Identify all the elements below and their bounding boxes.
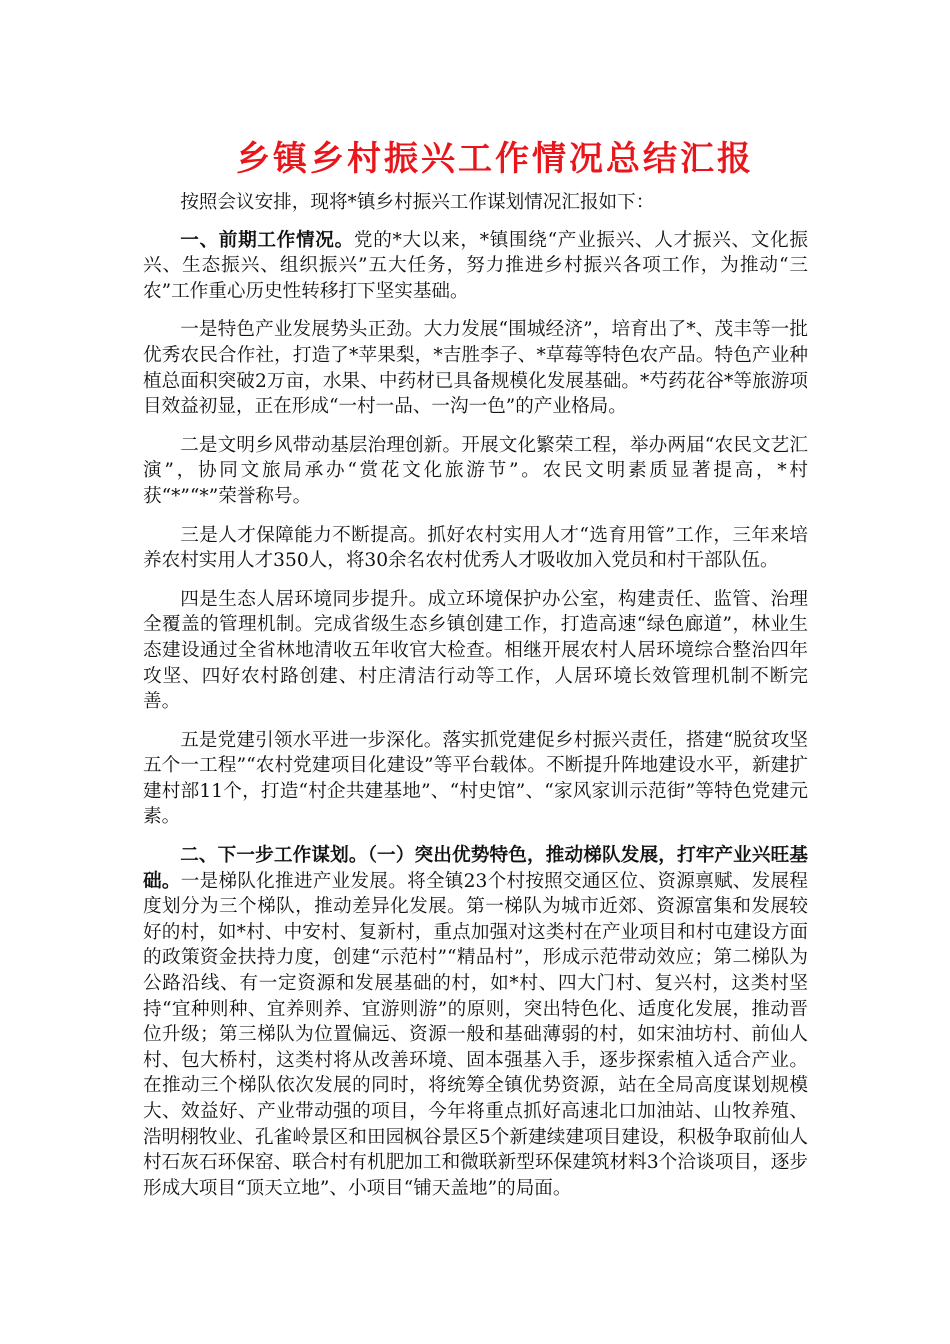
paragraph-party-building: 五是党建引领水平进一步深化。落实抓党建促乡村振兴责任，搭建“脱贫攻坚五个一工程”“农村党建项目化建设”等平台载体。不断提升阵地建设水平，新建扩建村部11个，打造“村企共建基地”、“村史馆”、“家风家训示范街”等特色党建元素。 <box>143 729 808 828</box>
section-1-text: 党的*大以来，*镇围绕“产业振兴、人才振兴、文化振兴、生态振兴、组织振兴”五大任务，努力推进乡村振兴各项工作，为推动“三农”工作重心历史性转移打下坚实基础。 <box>143 229 808 302</box>
section-2-text: 一是梯队化推进产业发展。将全镇23个村按照交通区位、资源禀赋、发展程度划分为三个梯队，推动差异化发展。第一梯队为城市近郊、资源富集和发展较好的村，如*村、中安村、复新村，重点加强对这类村在产业项目和村屯建设方面的政策资金扶持力度，创建“示范村”“精品村”，形成示范带动效应；第二梯队为公路沿线、有一定资源和发展基础的村，如*村、四大门村、复兴村，这类村坚持“宜种则种、宜养则养、宜游则游”的原则，突出特色化、适度化发展，推动晋位升级；第三梯队为位置偏远、资源一般和基础薄弱的村，如宋油坊村、前仙人村、包大桥村，这类村将从改善环境、固本强基入手，逐步探索植入适合产业。在推动三个梯队依次发展的同时，将统筹全镇优势资源，站在全局高度谋划规模大、效益好、产业带动强的项目，今年将重点抓好高速北口加油站、山牧养殖、浩明栩牧业、孔雀岭景区和田园枫谷景区5个新建续建项目建设，积极争取前仙人村石灰石环保窑、联合村有机肥加工和微联新型环保建筑材料3个洽谈项目，逐步形成大项目“顶天立地”、小项目“铺天盖地”的局面。 <box>143 870 808 1199</box>
paragraph-industry: 一是特色产业发展势头正劲。大力发展“围城经济”，培育出了*、茂丰等一批优秀农民合作社，打造了*苹果梨，*吉胜李子、*草莓等特色农产品。特色产业种植总面积突破2万亩，水果、中药材已具备规模化发展基础。*芍药花谷*等旅游项目效益初显，正在形成“一村一品、一沟一色”的产业格局。 <box>143 319 808 418</box>
document-title: 乡镇乡村振兴工作情况总结汇报 <box>236 139 754 179</box>
section-1-paragraph <box>143 228 808 305</box>
intro-paragraph: 按照会议安排，现将*镇乡村振兴工作谋划情况汇报如下： <box>180 192 655 213</box>
paragraph-talent: 三是人才保障能力不断提高。抓好农村实用人才“选育用管”工作，三年来培养农村实用人才350人，将30余名农村优秀人才吸收加入党员和村干部队伍。 <box>143 524 808 572</box>
paragraph-ecology: 四是生态人居环境同步提升。成立环境保护办公室，构建责任、监管、治理全覆盖的管理机制。完成省级生态乡镇创建工作，打造高速“绿色廊道”，林业生态建设通过全省林地清收五年收官大检查。相继开展农村人居环境综合整治四年攻坚、四好农村路创建、村庄清洁行动等工作，人居环境长效管理机制不断完善。 <box>143 588 808 713</box>
paragraph-culture: 二是文明乡风带动基层治理创新。开展文化繁荣工程，举办两届“农民文艺汇演”，协同文旅局承办“赏花文化旅游节”。农民文明素质显著提高，*村获“*”“*”荣誉称号。 <box>143 434 808 507</box>
section-2-paragraph <box>143 843 808 1201</box>
section-1-heading: 一、前期工作情况。 <box>180 229 354 251</box>
section-2-heading: 二、下一步工作谋划。（一）突出优势特色，推动梯队发展，打牢产业兴旺基础。 <box>143 845 808 892</box>
document-body <box>143 190 808 1214</box>
